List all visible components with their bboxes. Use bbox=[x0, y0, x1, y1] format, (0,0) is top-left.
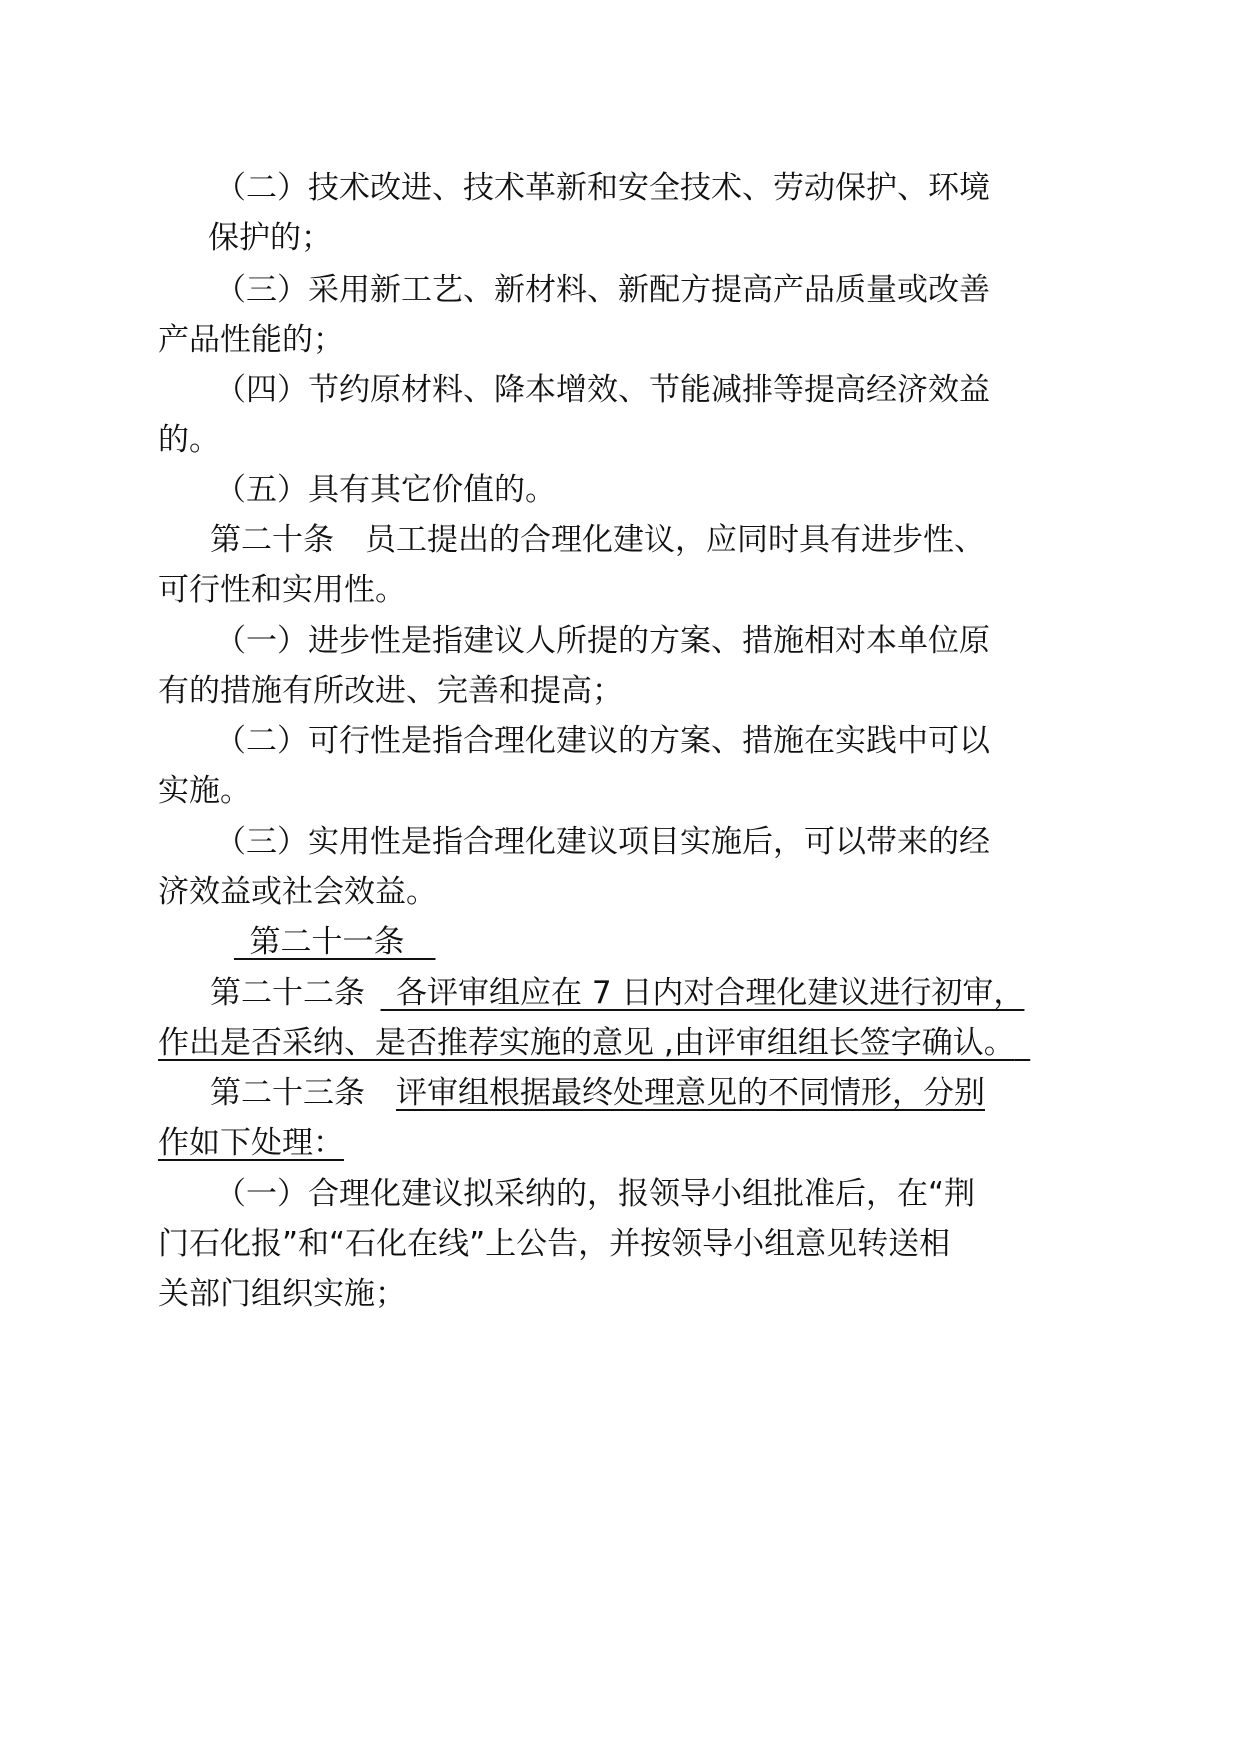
article-23-title: 第二十三条 bbox=[210, 1075, 365, 1111]
text-line: （三）实用性是指合理化建议项目实施后，可以带来的经 bbox=[215, 824, 990, 860]
text-line-underlined: 作出是否采纳、是否推荐实施的意见 ,由评审组组长签字确认。 bbox=[158, 1025, 1015, 1061]
text-line: 可行性和实用性。 bbox=[158, 572, 406, 608]
text-line: （一）进步性是指建议人所提的方案、措施相对本单位原 bbox=[215, 623, 990, 659]
text-line: （二）技术改进、技术革新和安全技术、劳动保护、环境 bbox=[215, 170, 990, 206]
article-22 bbox=[210, 973, 1024, 1013]
article-23-body: 评审组根据最终处理意见的不同情形，分别 bbox=[396, 1075, 985, 1111]
article-22-title: 第二十二条 bbox=[210, 975, 365, 1011]
text-line: （一）合理化建议拟采纳的，报领导小组批准后，在“荆 bbox=[215, 1176, 976, 1212]
text-line-underlined: 作如下处理： bbox=[158, 1125, 344, 1161]
text-line: 保护的； bbox=[208, 220, 332, 256]
text-line: （二）可行性是指合理化建议的方案、措施在实践中可以 bbox=[215, 723, 990, 759]
text-line: 关部门组织实施； bbox=[158, 1276, 406, 1312]
article-20: 第二十条 员工提出的合理化建议，应同时具有进步性、 bbox=[210, 522, 985, 558]
text-line: 济效益或社会效益。 bbox=[158, 874, 437, 910]
article-22-body: 各评审组应在 7 日内对合理化建议进行初审， bbox=[396, 975, 1025, 1011]
text-line: （四）节约原材料、降本增效、节能减排等提高经济效益 bbox=[215, 372, 990, 408]
text-line: 门石化报”和“石化在线”上公告，并按领导小组意见转送相 bbox=[158, 1226, 951, 1262]
article-23 bbox=[210, 1073, 985, 1113]
text-line: 的。 bbox=[158, 422, 220, 458]
text-line: （三）采用新工艺、新材料、新配方提高产品质量或改善 bbox=[215, 272, 990, 308]
text-line: 产品性能的； bbox=[158, 322, 344, 358]
article-21-title: 第二十一条 bbox=[249, 924, 405, 960]
article-21 bbox=[234, 922, 436, 962]
text-line: （五）具有其它价值的。 bbox=[215, 472, 556, 508]
text-line: 实施。 bbox=[158, 773, 251, 809]
text-line: 有的措施有所改进、完善和提高； bbox=[158, 673, 623, 709]
